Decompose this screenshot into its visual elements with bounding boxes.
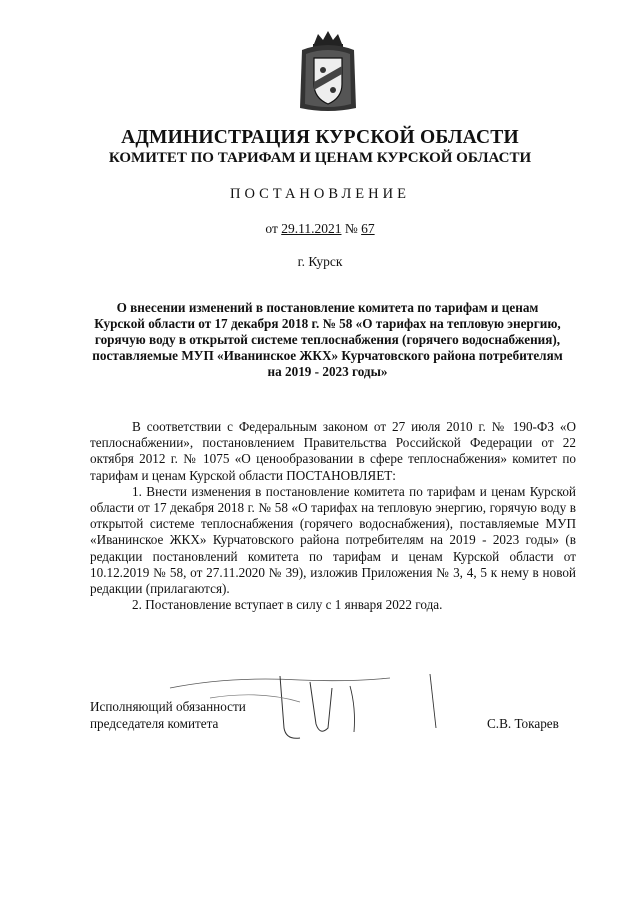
signature-position: [90, 698, 246, 732]
date-prefix: от: [265, 221, 278, 236]
document-type: ПОСТАНОВЛЕНИЕ: [230, 186, 410, 202]
position-line-2: председателя комитета: [90, 716, 219, 731]
item-1-paragraph: 1. Внести изменения в постановление комитета по тарифам и ценам Курской области от 17 декабря 2018 г. № 58 «О тарифах на тепловую энергию, горячую воду в открытой системе теплоснабжения (горячего водоснабжения), поставляемые МУП «Иванинское ЖКХ» Курчатовского района потребителям на 2019 - 2023 годы» (в редакции постановлений комитета по тарифам и ценам Курской области от 10.12.2019 № 58, от 27.11.2020 № 39), изложив Приложения № 3, 4, 5 к нему в новой редакции (прилагаются).: [90, 483, 576, 597]
signer-name: С.В. Токарев: [487, 716, 559, 731]
city: г. Курск: [297, 254, 343, 269]
org-subtitle: КОМИТЕТ ПО ТАРИФАМ И ЦЕНАМ КУРСКОЙ ОБЛАСТИ: [108, 150, 532, 166]
document-number: 67: [361, 221, 375, 236]
org-title: АДМИНИСТРАЦИЯ КУРСКОЙ ОБЛАСТИ: [121, 127, 519, 148]
date-line: [0, 221, 640, 237]
preamble-paragraph: В соответствии с Федеральным законом от 27 июля 2010 г. № 190-ФЗ «О теплоснабжении», постановлением Правительства Российской Федерации от 22 октября 2012 г. № 1075 «О ценообразовании в сфере теплоснабжения» комитет по тарифам и ценам Курской области ПОСТАНОВЛЯЕТ:: [90, 419, 576, 483]
position-line-1: Исполняющий обязанности: [90, 699, 246, 714]
document-subject: О внесении изменений в постановление комитета по тарифам и ценам Курской области от 17 декабря 2018 г. № 58 «О тарифах на тепловую энергию, горячую воду в открытой системе теплоснабжения (горячего водоснабжения), поставляемые МУП «Иванинское ЖКХ» Курчатовского района потребителям на 2019 - 2023 годы»: [92, 300, 563, 379]
document-date: 29.11.2021: [281, 221, 342, 236]
document-body: [90, 419, 576, 613]
coat-of-arms-icon: [296, 28, 360, 114]
item-2-paragraph: 2. Постановление вступает в силу с 1 января 2022 года.: [132, 597, 443, 613]
number-prefix: №: [344, 221, 358, 236]
